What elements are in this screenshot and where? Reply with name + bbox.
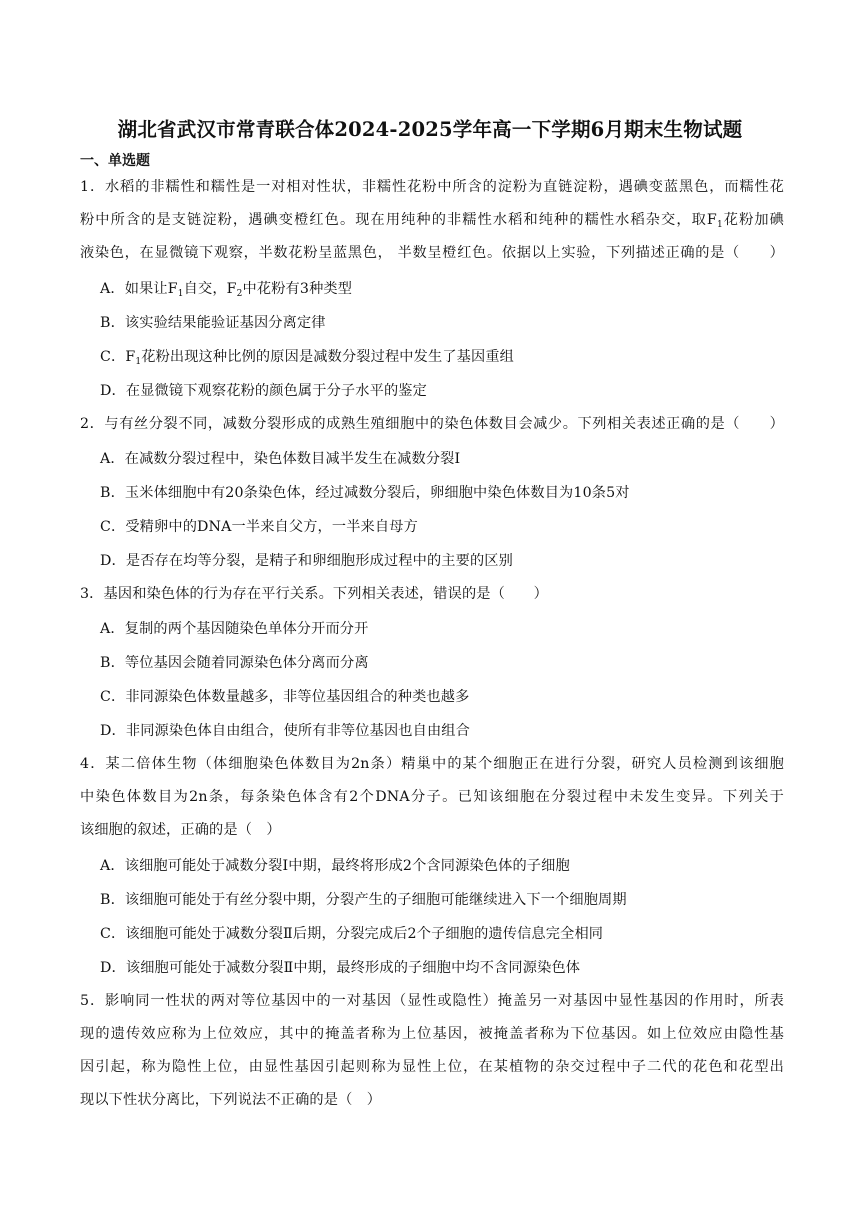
question-5-text: 现的遗传效应称为上位效应，其中的掩盖者称为上位基因，被掩盖者称为下位基因。如上位效应由隐性基 [80, 1026, 784, 1042]
option-d: D．是否存在均等分裂，是精子和卵细胞形成过程中的主要的区别 [100, 553, 513, 569]
option-d: D．该细胞可能处于减数分裂Ⅱ中期，最终形成的子细胞中均不含同源染色体 [100, 960, 581, 976]
option-b: B．该细胞可能处于有丝分裂中期，分裂产生的子细胞可能继续进入下一个细胞周期 [100, 892, 627, 908]
option-c: C．$F_1$花粉出现这种比例的原因是减数分裂过程中发生了基因重组 [100, 349, 515, 367]
option-c: C．该细胞可能处于减数分裂Ⅱ后期，分裂完成后2个子细胞的遗传信息完全相同 [100, 926, 604, 942]
option-a: A．复制的两个基因随染色单体分开而分开 [100, 621, 369, 637]
option-b: B．玉米体细胞中有20条染色体，经过减数分裂后，卵细胞中染色体数目为10条5对 [100, 485, 630, 501]
option-b: B．该实验结果能验证基因分离定律 [100, 315, 326, 331]
option-a: A．在减数分裂过程中，染色体数目减半发生在减数分裂Ⅰ [100, 451, 461, 467]
section-heading: 一、单选题 [80, 153, 150, 169]
question-5-text: 现以下性状分离比，下列说法不正确的是（ ） [80, 1092, 382, 1108]
question-5-text: 因引起，称为隐性上位，由显性基因引起则称为显性上位，在某植物的杂交过程中子二代的花色和花型出 [80, 1059, 784, 1075]
option-d: D．在显微镜下观察花粉的颜色属于分子水平的鉴定 [100, 383, 427, 399]
option-b: B．等位基因会随着同源染色体分离而分离 [100, 655, 369, 671]
question-1-text: 1．水稻的非糯性和糯性是一对相对性状，非糯性花粉中所含的淀粉为直链淀粉，遇碘变蓝黑色，而糯性花 [80, 179, 784, 195]
question-1-text: 液染色，在显微镜下观察，半数花粉呈蓝黑色， 半数呈橙红色。依据以上实验，下列描述正确的是（ ） [80, 245, 784, 261]
option-c: C．受精卵中的DNA一半来自父方，一半来自母方 [100, 519, 418, 535]
option-d: D．非同源染色体自由组合，使所有非等位基因也自由组合 [100, 723, 470, 739]
page-title: 湖北省武汉市常青联合体2024-2025学年高一下学期6月期末生物试题 [117, 118, 743, 141]
question-2-text: 2．与有丝分裂不同，减数分裂形成的成熟生殖细胞中的染色体数目会减少。下列相关表述正确的是（ ） [80, 416, 784, 432]
question-4-text: 4．某二倍体生物（体细胞染色体数目为2n条）精巢中的某个细胞正在进行分裂，研究人员检测到该细胞 [80, 756, 784, 772]
option-a: A．如果让$F_1$自交，$F_2$中花粉有3种类型 [100, 281, 353, 299]
question-3-text: 3．基因和染色体的行为存在平行关系。下列相关表述，错误的是（ ） [80, 586, 548, 602]
question-4-text: 中染色体数目为2n条，每条染色体含有2个DNA分子。已知该细胞在分裂过程中未发生变异。下列关于 [80, 789, 784, 805]
question-1-text: 粉中所含的是支链淀粉，遇碘变橙红色。现在用纯种的非糯性水稻和纯种的糯性水稻杂交，取$F_1$花粉加碘 [80, 212, 784, 230]
option-c: C．非同源染色体数量越多，非等位基因组合的种类也越多 [100, 689, 470, 705]
question-4-text: 该细胞的叙述，正确的是（ ） [80, 822, 281, 838]
option-a: A．该细胞可能处于减数分裂Ⅰ中期，最终将形成2个含同源染色体的子细胞 [100, 858, 570, 874]
question-5-text: 5．影响同一性状的两对等位基因中的一对基因（显性或隐性）掩盖另一对基因中显性基因的作用时，所表 [80, 993, 784, 1009]
